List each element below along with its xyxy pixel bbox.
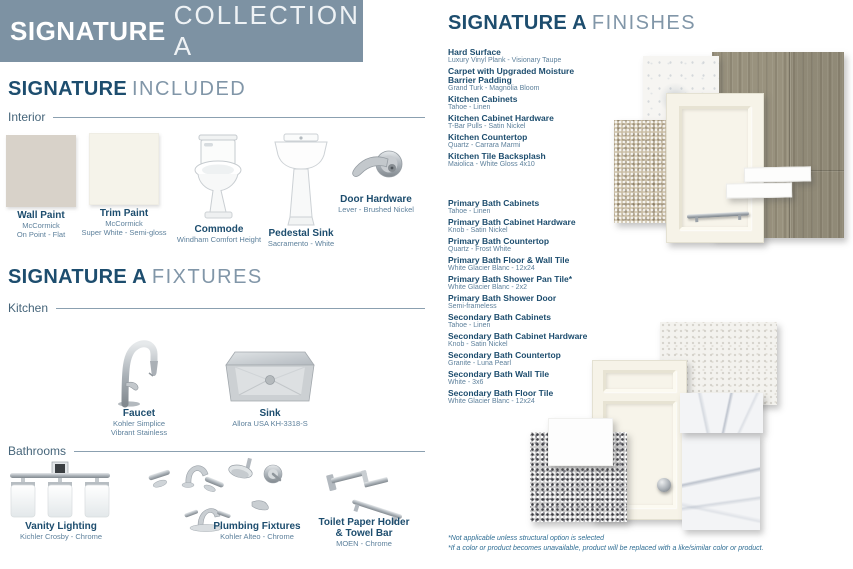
finish-item: Primary Bath Shower Pan Tile* White Glacier Blanc - 2x2 (448, 274, 573, 291)
footnotes (448, 534, 848, 554)
pedestal-sink-image (272, 133, 330, 229)
divider-line (56, 308, 425, 309)
finish-item: Carpet with Upgraded Moisture Barrier Padding Grand Turk - Magnolia Bloom (448, 66, 575, 92)
finish-item: Primary Bath Cabinet Hardware Knob - Satin Nickel (448, 217, 576, 234)
footnote-structural: *Not applicable unless structural option is selected (448, 535, 605, 542)
finish-item: Secondary Bath Countertop Granite - Luna Pearl (448, 350, 561, 367)
door-hardware-title: Door Hardware (340, 194, 412, 205)
finish-item: Secondary Bath Floor Tile White Glacier Blanc - 12x24 (448, 388, 554, 405)
kitchen-label: Kitchen (8, 301, 49, 315)
finishes-heading (448, 12, 696, 35)
finish-item: Kitchen Cabinets Tahoe - Linen (448, 94, 518, 111)
trim-paint-swatch (89, 133, 159, 205)
pedestal-sink-title: Pedestal Sink (268, 228, 334, 239)
bathrooms-label: Bathrooms (8, 444, 67, 458)
footnote-availability: *If a color or product becomes unavailable, product will be replaced with a like/similar color or product. (448, 545, 764, 552)
white-wall-tile-swatch (548, 418, 613, 466)
finishes-heading-bold: SIGNATURE A (448, 12, 587, 34)
banner-title-light: COLLECTION A (173, 0, 360, 61)
cabinet-door-panel (603, 370, 676, 392)
finish-item: Primary Bath Shower Door Semi-frameless (448, 293, 557, 310)
finishes-heading-light: FINISHES (591, 12, 697, 34)
wall-paint-title: Wall Paint (17, 210, 65, 221)
trim-paint-title: Trim Paint (99, 208, 149, 219)
tp-holder-title: Toilet Paper Holder & Towel Bar (318, 517, 410, 539)
fixtures-heading-light: FIXTURES (151, 266, 263, 288)
trim-paint-caption: Trim Paint McCormick Super White - Semi-gloss (76, 208, 172, 237)
finish-item: Secondary Bath Cabinet Hardware Knob - Satin Nickel (448, 331, 588, 348)
finish-item: Primary Bath Floor & Wall Tile White Glacier Blanc - 12x24 (448, 255, 570, 272)
knob-hardware (657, 478, 671, 492)
plumbing-fixtures-caption: Plumbing Fixtures Kohler Alteo - Chrome (210, 521, 304, 541)
finish-item: Primary Bath Cabinets Tahoe - Linen (448, 198, 540, 215)
glacier-blanc-tile-swatch (680, 393, 763, 433)
wall-paint-swatch (6, 135, 76, 207)
finish-item: Kitchen Tile Backsplash Maiolica - White Gloss 4x10 (448, 151, 546, 168)
door-lever-image (344, 148, 408, 192)
door-hardware-caption: Door Hardware Lever - Brushed Nickel (330, 194, 422, 214)
included-heading-bold: SIGNATURE (8, 78, 127, 100)
plumbing-fixtures-image (140, 452, 290, 532)
wall-paint-caption: Wall Paint McCormick On Point - Flat (0, 210, 86, 239)
included-heading (8, 78, 246, 101)
fixtures-heading-bold: SIGNATURE A (8, 266, 147, 288)
sink-title: Sink (259, 408, 281, 419)
banner-title-bold: SIGNATURE (10, 15, 166, 46)
vanity-lighting-title: Vanity Lighting (25, 521, 97, 532)
kitchen-sink-caption: Sink Allora USA KH-3318-S (225, 408, 315, 428)
included-heading-light: INCLUDED (132, 78, 247, 100)
interior-divider (8, 110, 425, 124)
pedestal-sink-caption: Pedestal Sink Sacramento - White (256, 228, 346, 248)
finish-item: Secondary Bath Wall Tile White - 3x6 (448, 369, 550, 386)
kitchen-sink-image (226, 350, 314, 404)
tp-holder-caption: Toilet Paper Holder & Towel Bar MOEN - Chrome (316, 517, 412, 548)
finish-item: Hard Surface Luxury Vinyl Plank - Visionary Taupe (448, 47, 562, 64)
glacier-blanc-tile-vertical-swatch (682, 433, 760, 530)
backsplash-tile-swatch (744, 166, 811, 182)
banner (0, 0, 363, 62)
kitchen-divider (8, 301, 425, 315)
finish-item: Kitchen Cabinet Hardware T-Bar Pulls - Satin Nickel (448, 113, 554, 130)
vanity-lighting-caption: Vanity Lighting Kichler Crosby - Chrome (15, 521, 107, 541)
backsplash-tile-swatch (726, 182, 792, 198)
finish-item: Primary Bath Countertop Quartz - Frost White (448, 236, 550, 253)
finish-item: Kitchen Countertop Quartz - Carrara Marmi (448, 132, 528, 149)
vanity-light-image (8, 461, 112, 519)
kitchen-faucet-caption: Faucet Kohler Simplice Vibrant Stainless (94, 408, 184, 437)
kitchen-faucet-image (112, 321, 164, 407)
interior-label: Interior (8, 110, 46, 124)
fixtures-heading (8, 266, 263, 289)
faucet-title: Faucet (122, 408, 156, 419)
divider-line (53, 117, 425, 118)
carpet-swatch (614, 120, 668, 223)
commode-caption: Commode Windham Comfort Height (173, 224, 265, 244)
plumbing-fixtures-title: Plumbing Fixtures (213, 521, 301, 532)
commode-title: Commode (194, 224, 244, 235)
finish-item: Secondary Bath Cabinets Tahoe - Linen (448, 312, 551, 329)
tp-holder-towel-bar-image (322, 466, 410, 514)
commode-image (186, 134, 252, 222)
